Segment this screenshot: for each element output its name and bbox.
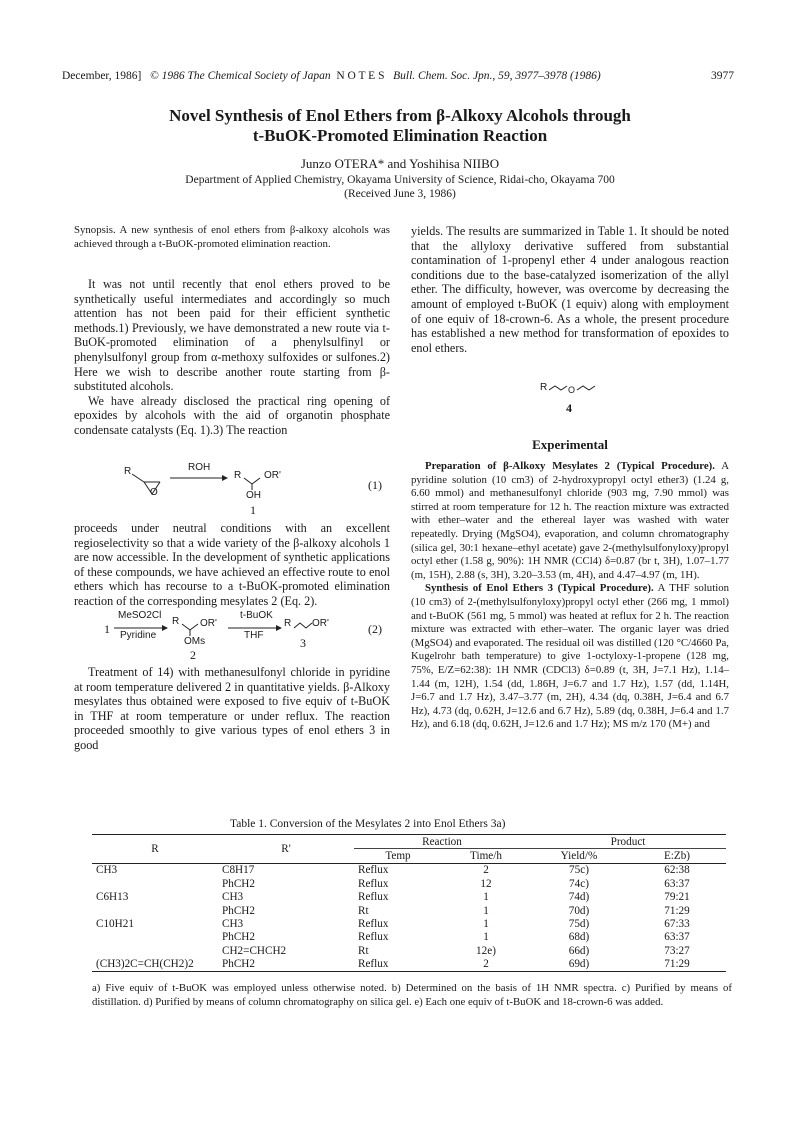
epoxide-o: O	[150, 487, 158, 498]
authors: Junzo OTERA* and Yoshihisa NIIBO	[300, 156, 500, 171]
title-line-1: Novel Synthesis of Enol Ethers from β-Alkoxy Alcohols through	[169, 106, 631, 125]
cell-ez: 71:29	[664, 904, 690, 917]
col-header-yield: Yield/%	[560, 850, 598, 863]
header-date: December, 1986]	[62, 70, 142, 82]
cell-rprime: CH2=CHCH2	[222, 944, 287, 957]
cell-ez: 67:33	[664, 918, 690, 931]
cell-ez: 73:27	[664, 944, 690, 957]
table-row	[92, 863, 726, 877]
cell-temp: Reflux	[358, 877, 389, 890]
eq1-product-r: R	[234, 470, 242, 481]
table-footnote: a) Five equiv of t-BuOK was employed unless otherwise noted. b) Determined on the basis of 1H NMR spectra. c) Purified by means of distillation. d) Purified by means of column chromatography on silica gel. e) Each one equiv of t-BuOK and 18-crown-6 was added.	[92, 982, 732, 1008]
eq2-r3: R	[284, 618, 292, 629]
eq2-r: R	[172, 616, 180, 627]
cell-r	[92, 931, 218, 944]
cell-time: 1	[483, 931, 489, 944]
eq1-or: OR'	[264, 470, 281, 481]
exp-heading-1: Preparation of β-Alkoxy Mesylates 2 (Typical Procedure).	[425, 460, 715, 472]
exp-paragraph-1	[411, 460, 729, 582]
affiliation-block	[60, 173, 740, 201]
cell-r	[92, 944, 218, 957]
cell-ez: 63:37	[664, 877, 690, 890]
eq2-or3: OR'	[312, 618, 329, 629]
cell-rprime: CH3	[222, 918, 244, 931]
cell-ez: 71:29	[664, 958, 690, 971]
col-header-product: Product	[530, 835, 726, 849]
cell-r	[92, 904, 218, 917]
structure-4	[540, 380, 600, 416]
cell-r: C6H13	[96, 891, 129, 904]
cell-rprime: PhCH2	[222, 958, 255, 971]
cell-time: 12e)	[476, 944, 496, 957]
compound-4-label: 4	[566, 401, 572, 415]
cell-temp: Reflux	[358, 918, 389, 931]
cell-time: 1	[483, 918, 489, 931]
page-number: 3977	[711, 70, 734, 82]
reaction-arrow	[170, 474, 228, 482]
cell-yield: 70d)	[568, 904, 590, 917]
eq1-oh: OH	[246, 490, 261, 501]
header-journal: Bull. Chem. Soc. Jpn., 59, 3977–3978 (1986)	[393, 70, 601, 82]
eq2-reagent-1b: Pyridine	[120, 630, 157, 641]
enol-chain	[292, 620, 314, 632]
compound-2-label: 2	[190, 648, 196, 662]
section-heading-experimental: Experimental	[532, 437, 608, 452]
cell-rprime: C8H17	[222, 864, 255, 877]
synopsis: Synopsis. A new synthesis of enol ethers from β-alkoxy alcohols was achieved through a t-BuOK-promoted elimination reaction.	[74, 224, 390, 250]
cell-time: 1	[483, 904, 489, 917]
exp-text-1: A pyridine solution (10 cm3) of 2-hydroxypropyl octyl ether3) (1.24 g, 6.60 mmol) and methanesulfonyl chloride (903 mg, 7.90 mmol) was stirred at room temperature for 12 h. The reaction mixture was extracted with ether–water and the ethereal layer was washed with water repeatedly. Drying (MgSO4), evaporation, and column chromatography (silica gel, 30:1 hexane–ethyl acetate) gave 2-(methylsulfonyloxy)propyl octyl ether (1.58 g, 90%): 1H NMR (CCl4) δ=0.87 (br t, 3H), 1.07–1.77 (m, 15H), 2.88 (s, 3H), 3.20–3.53 (m, 4H), and 4.47–4.97 (m, 1H).	[411, 460, 729, 581]
cell-ez: 62:38	[664, 864, 690, 877]
cell-r: CH3	[96, 864, 118, 877]
cell-yield: 74d)	[568, 891, 590, 904]
eq2-reagent-2b: THF	[244, 630, 264, 641]
title-line-2: t-BuOK-Promoted Elimination Reaction	[252, 126, 548, 145]
compound-3-label: 3	[300, 636, 306, 650]
equation-1	[118, 462, 388, 517]
table-row	[92, 877, 726, 890]
cell-yield: 75c)	[569, 864, 589, 877]
cell-rprime: CH3	[222, 891, 244, 904]
cell-r: C10H21	[96, 918, 134, 931]
eq2-or: OR'	[200, 618, 217, 629]
eq2-reagent-2a: t-BuOK	[240, 610, 273, 621]
cell-yield: 69d)	[568, 958, 590, 971]
cell-r: (CH3)2C=CH(CH2)2	[96, 958, 194, 971]
table-row	[92, 931, 726, 944]
article-title	[60, 106, 740, 146]
cell-rprime: PhCH2	[222, 904, 255, 917]
paragraph-2: We have already disclosed the practical ring opening of epoxides by alcohols with the aid of organotin phosphate condensate catalysts (Eq. 1).3) The reaction	[74, 393, 390, 437]
cell-yield: 75d)	[568, 918, 590, 931]
cell-r	[92, 877, 218, 890]
col-header-r: R	[151, 842, 159, 855]
eq2-oms: OMs	[184, 636, 206, 647]
cell-temp: Rt	[358, 904, 369, 917]
cell-yield: 74c)	[569, 877, 589, 890]
intro-paragraph	[74, 277, 390, 438]
compound-1-label: 1	[250, 503, 256, 517]
cell-yield: 66d)	[568, 944, 590, 957]
cell-rprime: PhCH2	[222, 931, 255, 944]
experimental-section	[411, 460, 729, 732]
eq2-start: 1	[104, 622, 110, 636]
col-header-time: Time/h	[470, 850, 502, 863]
running-header	[62, 70, 734, 82]
eq1-r: R	[124, 466, 132, 477]
header-copyright: © 1986 The Chemical Society of Japan	[150, 70, 331, 82]
paragraph-5: yields. The results are summarized in Table 1. It should be noted that the allyloxy derivative suffered from substantial contamination of 1-propenyl ether 4 under analogous reaction conditions due to the base-catalyzed isomerization of the allyl ether. The difficulty, however, was overcome by decreasing the amount of employed t-BuOK (1 equiv) along with employment of one equiv of 18-crown-6. As a whole, the present procedure has established a new method for transformation of epoxides to enol ethers.	[411, 224, 729, 355]
received-date: (Received June 3, 1986)	[344, 188, 456, 200]
cell-temp: Reflux	[358, 958, 389, 971]
cell-time: 2	[483, 958, 489, 971]
cell-ez: 63:37	[664, 931, 690, 944]
exp-heading-2: Synthesis of Enol Ethers 3 (Typical Procedure).	[425, 582, 654, 595]
cell-ez: 79:21	[664, 891, 690, 904]
table-row	[92, 891, 726, 904]
table-1	[92, 834, 726, 972]
table-row	[92, 958, 726, 972]
eq2-number: (2)	[368, 622, 382, 636]
struct4-r: R	[540, 382, 548, 393]
table-caption: Table 1. Conversion of the Mesylates 2 into Enol Ethers 3a)	[230, 818, 506, 830]
cell-time: 1	[483, 891, 489, 904]
table-row	[92, 917, 726, 930]
cell-yield: 68d)	[568, 931, 590, 944]
cell-temp: Rt	[358, 944, 369, 957]
cell-temp: Reflux	[358, 931, 389, 944]
table-row	[92, 904, 726, 917]
eq2-reagent-1a: MeSO2Cl	[118, 610, 162, 621]
affiliation: Department of Applied Chemistry, Okayama University of Science, Ridai-cho, Okayama 700	[185, 174, 615, 186]
paragraph-4: Treatment of 14) with methanesulfonyl chloride in pyridine at room temperature delivered 2 in quantitative yields. β-Alkoxy mesylates thus obtained were exposed to five equiv of t-BuOK in THF at room temperature or under reflux. The reaction proceeded smoothly to give various types of enol ethers 3 in good	[74, 665, 390, 752]
paragraph-3: proceeds under neutral conditions with an excellent regioselectivity so that a wide variety of the β-alkoxy alcohols 1 are now accessible. In the development of synthetic applications of these compounds, we have achieved an effective route to enol ethers which has recourse to a t-BuOK-promoted elimination reaction of the corresponding mesylates 2 (Eq. 2).	[74, 521, 390, 608]
cell-time: 12	[480, 877, 492, 890]
col-header-temp: Temp	[385, 850, 411, 863]
header-section: N O T E S	[336, 70, 385, 82]
col-header-rprime: R'	[281, 842, 291, 855]
cell-temp: Reflux	[358, 864, 389, 877]
eq1-roh: ROH	[188, 462, 211, 473]
struct4-o: O	[568, 385, 576, 395]
exp-paragraph-2	[411, 582, 729, 732]
paragraph-1: It was not until recently that enol ethers proved to be synthetically useful intermediates and accordingly so much attention has not been paid for their efficient synthetic methods.1) Previously, we have demonstrated a new route via t-BuOK-promoted elimination of a phenylsulfinyl or phenylsulfonyl group from α-methoxy sulfoxides or sulfones.2) Here we wish to describe another route starting from β-substituted alcohols.	[74, 277, 390, 394]
equation-2	[104, 610, 388, 662]
col-header-ez: E:Zb)	[663, 850, 691, 863]
cell-rprime: PhCH2	[222, 877, 255, 890]
cell-temp: Reflux	[358, 891, 389, 904]
table-row	[92, 944, 726, 957]
col-header-reaction: Reaction	[354, 835, 530, 849]
eq1-number: (1)	[368, 478, 382, 492]
cell-time: 2	[483, 864, 489, 877]
exp-text-2: A THF solution (10 cm3) of 2-(methylsulfonyloxy)propyl octyl ether (266 mg, 1 mmol) and t-BuOK (561 mg, 5 mmol) was heated at reflux for 2 h. The reaction mixture was extracted with ether–water. The organic layer was dried (MgSO4) and evaporated. The residual oil was distilled (120 °C/4660 Pa, Kugelrohr bath temperature) to give 1-octyloxy-1-propene (128 mg, 75%, E/Z=62:38): 1H NMR (CDCl3) δ=0.89 (t, 3H, J=7.1 Hz), 1.14–1.44 (m, 12H), 1.54 (dd, 1.86H, J=6.7 and 1.7 Hz), 1.57 (dd, 1.14H, J=6.7 and 1.7 Hz), 3.47–3.77 (m, 2H), 4.34 (dq, 0.38H, J=6.4 and 6.7 Hz), 4.73 (dq, 0.62H, J=12.6 and 6.7 Hz), 5.89 (dq, 0.38H, J=6.4 and 1.7 Hz), and 6.18 (dq, 0.62H, J=12.6 and 1.7 Hz); MS m/z 170 (M+) and	[411, 582, 729, 731]
